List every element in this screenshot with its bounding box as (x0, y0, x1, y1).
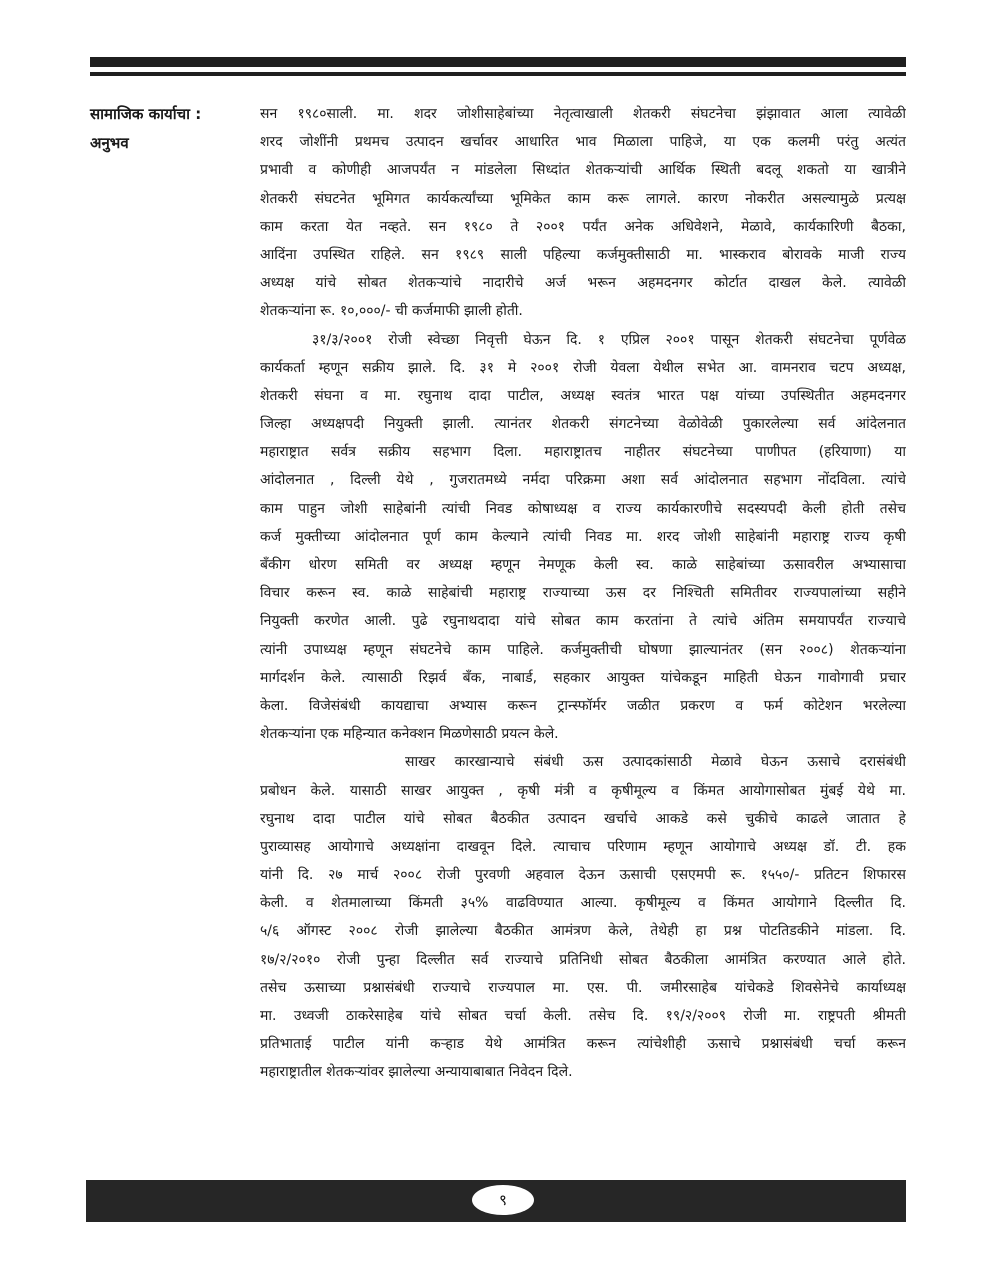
text-line: साखर कारखान्याचे संबंधी ऊस उत्पादकांसाठी मेळावे घेऊन ऊसाचे दरासंबंधी (405, 754, 906, 771)
text-line: पुराव्यासह आयोगाचे अध्यक्षांना दाखवून दिले. त्याचाच परिणाम म्हणून आयोगाचे अध्यक्ष डॉ. टी. हक (260, 838, 906, 855)
body-text (260, 100, 906, 1087)
text-line: शेतकऱ्यांना रू. १०,०००/- ची कर्जमाफी झाली होती. (260, 303, 523, 320)
text-line: नियुक्ती करणेत आली. पुढे रघुनाथदादा यांचे सोबत काम करतांना ते त्यांचे अंतिम समयापर्यंत राज्याचे (260, 613, 906, 630)
text-line: महाराष्ट्रात सर्वत्र सक्रीय सहभाग दिला. महाराष्ट्रातच नाहीतर संघटनेच्या पाणीपत (हरियाणा) या (260, 444, 906, 461)
header-rule-thin (90, 72, 906, 76)
page-number: ९ (472, 1185, 534, 1215)
text-line: महाराष्ट्रातील शेतकऱ्यांवर झालेल्या अन्यायाबाबात निवेदन दिले. (260, 1064, 573, 1081)
section-label-line-2: अनुभव (90, 134, 129, 152)
text-line: प्रभावी व कोणीही आजपर्यंत न मांडलेला सिध्दांत शेतकऱ्यांची आर्थिक स्थिती बदलू शकतो या खात्रीने (260, 162, 906, 179)
text-line: प्रतिभाताई पाटील यांनी कऱ्हाड येथे आमंत्रित करून त्यांचेशीही ऊसाचे प्रश्नासंबंधी चर्चा करून (260, 1036, 906, 1053)
text-line: शरद जोशींनी प्रथमच उत्पादन खर्चावर आधारित भाव मिळाला पाहिजे, या एक कलमी परंतु अत्यंत (260, 134, 906, 151)
text-line: त्यांनी उपाध्यक्ष म्हणून संघटनेचे काम पाहिले. कर्जमुक्तीची घोषणा झाल्यानंतर (सन २००८) शेतकऱ्यांना (260, 641, 906, 658)
header-rule-thick (90, 57, 906, 67)
text-line: मार्गदर्शन केले. त्यासाठी रिझर्व बँक, नाबार्ड, सहकार आयुक्त यांचेकडून माहिती घेऊन गावोगावी प्रचार (260, 669, 906, 686)
text-line: जिल्हा अध्यक्षपदी नियुक्ती झाली. त्यानंतर शेतकरी संगटनेच्या वेळोवेळी पुकारलेल्या सर्व आंदेलनात (260, 416, 906, 433)
text-line: केला. विजेसंबंधी कायद्याचा अभ्यास करून ट्रान्स्फॉर्मर जळीत प्रकरण व फर्म कोटेशन भरलेल्या (260, 697, 906, 714)
text-line: यांनी दि. २७ मार्च २००८ रोजी पुरवणी अहवाल देऊन ऊसाची एसएमपी रू. १५५०/- प्रतिटन शिफारस (260, 867, 906, 884)
text-line: प्रबोधन केले. यासाठी साखर आयुक्त , कृषी मंत्री व कृषीमूल्य व किंमत आयोगासोबत मुंबई येथे मा. (260, 782, 906, 799)
text-line: मा. उध्वजी ठाकरेसाहेब यांचे सोबत चर्चा केली. तसेच दि. १९/२/२००९ रोजी मा. राष्ट्रपती श्रीमती (260, 1008, 906, 1024)
section-label (90, 100, 255, 158)
text-line: तसेच ऊसाच्या प्रश्नासंबंधी राज्याचे राज्यपाल मा. एस. पी. जमीरसाहेब यांचेकडे शिवसेनेचे कार्याध्यक्ष (260, 979, 906, 996)
text-line: ५/६ ऑगस्ट २००८ रोजी झालेल्या बैठकीत आमंत्रण केले, तेथेही हा प्रश्न पोटतिडकीने मांडला. दि. (260, 923, 906, 940)
text-line: शेतकरी संघना व मा. रघुनाथ दादा पाटील, अध्यक्ष स्वतंत्र भारत पक्ष यांच्या उपस्थितीत अहमदनगर (260, 387, 906, 404)
text-line: शेतकऱ्यांना एक महिन्यात कनेक्शन मिळणेसाठी प्रयत्न केले. (260, 726, 559, 743)
text-line: अध्यक्ष यांचे सोबत शेतकऱ्यांचे नादारीचे अर्ज भरून अहमदनगर कोर्टात दाखल केले. त्यावेळी (260, 275, 906, 292)
section-label-line-1: सामाजिक कार्याचा : (90, 105, 202, 123)
text-line: ३१/३/२००१ रोजी स्वेच्छा निवृत्ती घेऊन दि. १ एप्रिल २००१ पासून शेतकरी संघटनेचा पूर्णवेळ (312, 331, 906, 348)
text-line: १७/२/२०१० रोजी पुन्हा दिल्लीत सर्व राज्याचे प्रतिनिधी सोबत बैठकीला आमंत्रित करण्यात आले होते. (260, 951, 906, 968)
text-line: शेतकरी संघटनेत भूमिगत कार्यकर्त्यांच्या भूमिकेत काम करू लागले. कारण नोकरीत असल्यामुळे प्रत्यक्ष (260, 190, 906, 207)
text-line: रघुनाथ दादा पाटील यांचे सोबत बैठकीत उत्पादन खर्चाचे आकडे कसे चुकीचे काढले जातात हे (260, 810, 906, 827)
text-line: सन १९८०साली. मा. शदर जोशीसाहेबांच्या नेतृत्वाखाली शेतकरी संघटनेचा झंझावात आला त्यावेळी (260, 106, 906, 122)
text-line: आदिंना उपस्थित राहिले. सन १९८९ साली पहिल्या कर्जमुक्तीसाठी मा. भास्कराव बोरावके माजी राज्य (260, 246, 906, 263)
text-line: विचार करून स्व. काळे साहेबांची महाराष्ट्र राज्याच्या ऊस दर निश्चिती समितीवर राज्यपालांच्या सहीने (260, 585, 906, 602)
text-line: आंदोलनात , दिल्ली येथे , गुजरातमध्ये नर्मदा परिक्रमा अशा सर्व आंदोलनात सहभाग नोंदविला. त्यांचे (260, 472, 906, 489)
text-line: काम करता येत नव्हते. सन १९८० ते २००१ पर्यंत अनेक अधिवेशने, मेळावे, कार्यकारिणी बैठका, (260, 218, 906, 235)
text-line: काम पाहुन जोशी साहेबांनी त्यांची निवड कोषाध्यक्ष व राज्य कार्यकारणीचे सदस्यपदी केली होती तसेच (260, 500, 906, 517)
text-line: कार्यकर्ता म्हणून सक्रीय झाले. दि. ३१ मे २००१ रोजी येवला येथील सभेत आ. वामनराव चटप अध्यक्ष, (260, 359, 906, 376)
text-line: कर्ज मुक्तीच्या आंदोलनात पूर्ण काम केल्याने त्यांची निवड मा. शरद जोशी साहेबांनी महाराष्ट्र राज्य कृषी (260, 528, 906, 545)
text-line: बँकीग धोरण समिती वर अध्यक्ष म्हणून नेमणूक केली स्व. काळे साहेबांच्या ऊसावरील अभ्यासाचा (260, 557, 906, 573)
text-line: केली. व शेतमालाच्या किंमती ३५% वाढविण्यात आल्या. कृषीमूल्य व किंमत आयोगाने दिल्लीत दि. (260, 895, 906, 912)
